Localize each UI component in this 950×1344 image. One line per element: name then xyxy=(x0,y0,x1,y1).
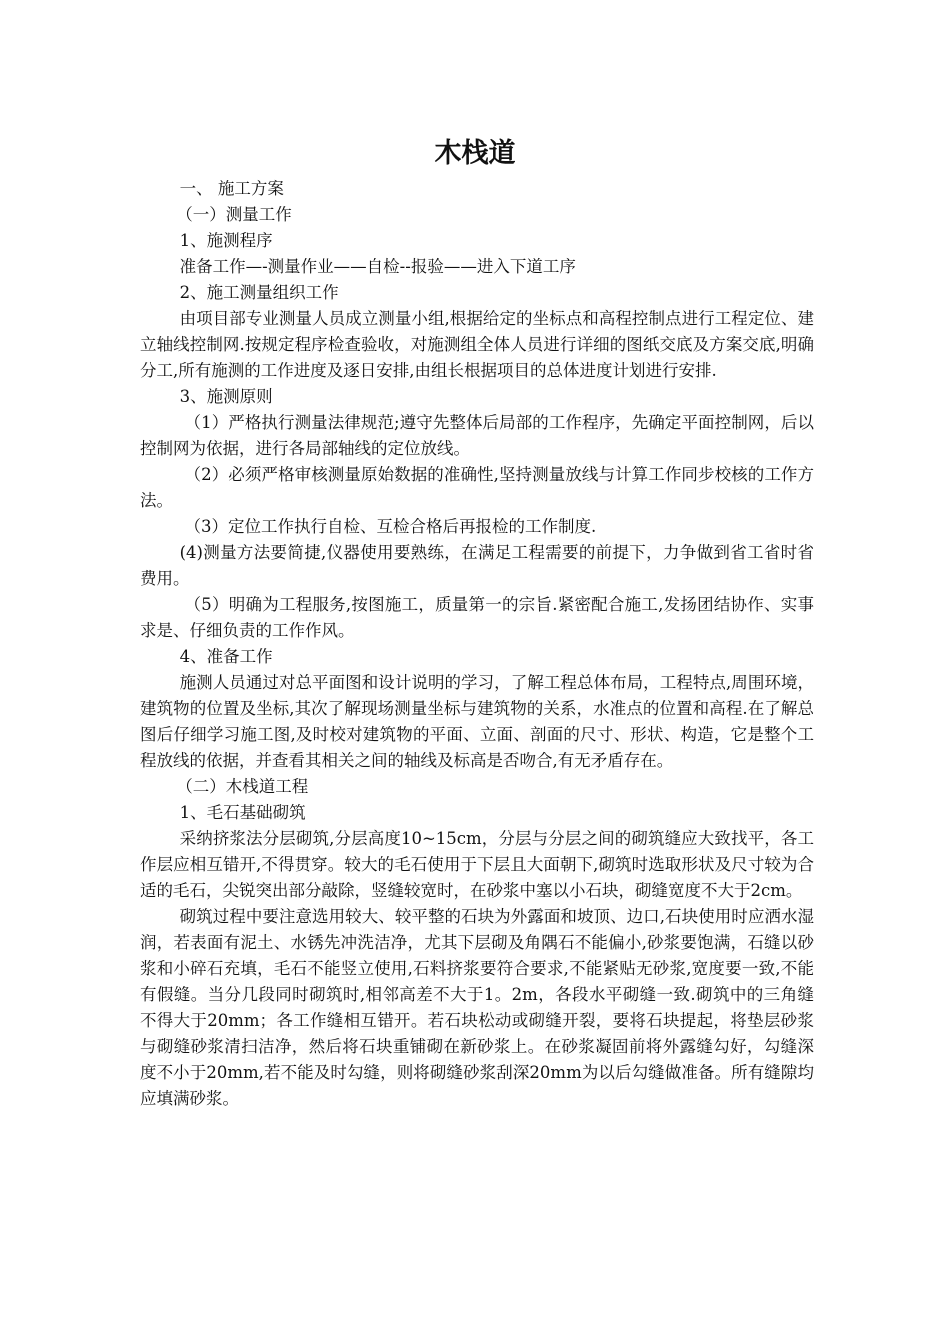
paragraph: 施测人员通过对总平面图和设计说明的学习，了解工程总体布局，工程特点,周围环境，建筑物的位置及坐标,其次了解现场测量坐标与建筑物的关系，水准点的位置和高程.在了解总图后仔细学习施工图,及时校对建筑物的平面、立面、剖面的尺寸、形状、构造，它是整个工程放线的依据，并查看其相关之间的轴线及标高是否吻合,有无矛盾存在。 xyxy=(140,673,814,770)
paragraph: 砌筑过程中要注意选用较大、较平整的石块为外露面和坡顶、边口,石块使用时应洒水湿润，若表面有泥土、水锈先冲洗洁净，尤其下层砌及角隅石不能偏小,砂浆要饱满，石缝以砂浆和小碎石充填，毛石不能竖立使用,石料挤浆要符合要求,不能紧贴无砂浆,宽度要一致,不能有假缝。当分几段同时砌筑时,相邻高差不大于1。2m，各段水平砌缝一致.砌筑中的三角缝不得大于20mm；各工作缝相互错开。若石块松动或砌缝开裂，要将石块提起，将垫层砂浆与砌缝砂浆清扫洁净，然后将石块重铺砌在新砂浆上。在砂浆凝固前将外露缝勾好，勾缝深度不小于20mm,若不能及时勾缝，则将砌缝砂浆刮深20mm为以后勾缝做准备。所有缝隙均应填满砂浆。 xyxy=(140,907,814,1108)
paragraph: 采纳挤浆法分层砌筑,分层高度10~15cm，分层与分层之间的砌筑缝应大致找平，各工作层应相互错开,不得贯穿。较大的毛石使用于下层且大面朝下,砌筑时选取形状及尺寸较为合适的毛石，尖锐突出部分敲除，竖缝较宽时，在砂浆中塞以小石块，砌缝宽度不大于2cm。 xyxy=(140,829,814,900)
paragraph: 一、 施工方案 xyxy=(179,179,284,198)
paragraph: （二）木栈道工程 xyxy=(176,777,309,796)
paragraph: （1）严格执行测量法律规范;遵守先整体后局部的工作程序，先确定平面控制网，后以控制网为依据，进行各局部轴线的定位放线。 xyxy=(140,413,814,458)
paragraph: 4、准备工作 xyxy=(179,647,273,666)
paragraph: （5）明确为工程服务,按图施工，质量第一的宗旨.紧密配合施工,发扬团结协作、实事求是、仔细负责的工作作风。 xyxy=(140,595,814,640)
paragraph: 1、施测程序 xyxy=(179,231,273,250)
paragraph: (4)测量方法要简捷,仪器使用要熟练，在满足工程需要的前提下，力争做到省工省时省费用。 xyxy=(140,543,814,588)
paragraph: （3）定位工作执行自检、互检合格后再报检的工作制度. xyxy=(184,517,597,536)
paragraph: 由项目部专业测量人员成立测量小组,根据给定的坐标点和高程控制点进行工程定位、建立轴线控制网.按规定程序检查验收，对施测组全体人员进行详细的图纸交底及方案交底,明确分工,所有施测的工作进度及逐日安排,由组长根据项目的总体进度计划进行安排. xyxy=(140,309,814,380)
paragraph: 准备工作—-测量作业——自检--报验——进入下道工序 xyxy=(179,257,576,276)
document-title: 木栈道 xyxy=(434,138,516,169)
paragraph: 2、施工测量组织工作 xyxy=(179,283,339,302)
document-body xyxy=(140,176,814,1112)
paragraph: （2）必须严格审核测量原始数据的准确性,坚持测量放线与计算工作同步校核的工作方法。 xyxy=(140,465,814,510)
paragraph: 1、毛石基础砌筑 xyxy=(179,803,306,822)
paragraph: 3、施测原则 xyxy=(179,387,273,406)
paragraph: （一）测量工作 xyxy=(176,205,292,224)
